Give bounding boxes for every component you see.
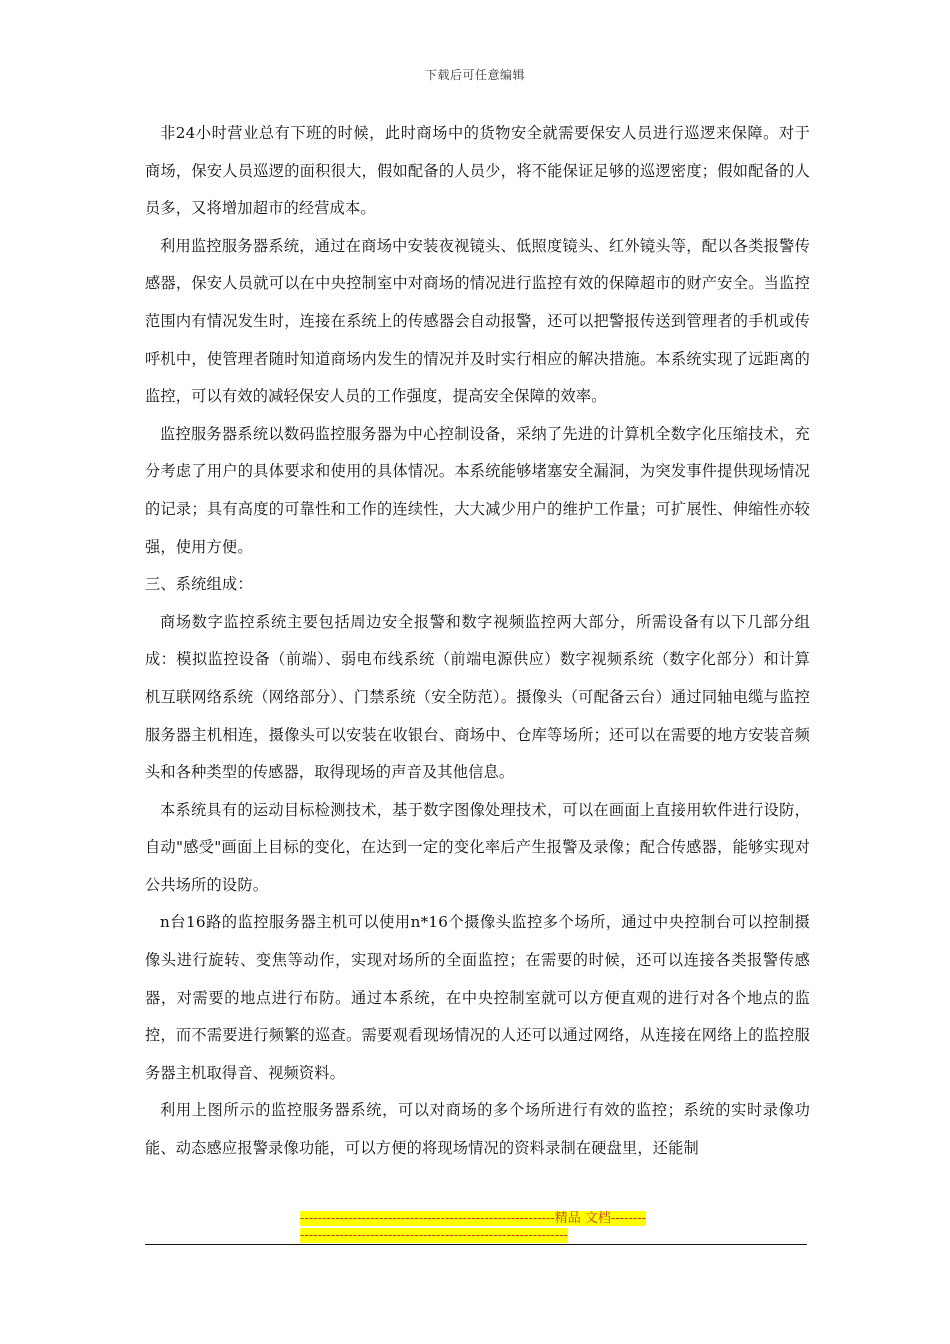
paragraph-5: 本系统具有的运动目标检测技术，基于数字图像处理技术，可以在画面上直接用软件进行设防，自动"感受"画面上目标的变化，在达到一定的变化率后产生报警及录像；配合传感器，能够实现对公共场所的设防。: [145, 800, 810, 894]
footer-stamp: [300, 1210, 650, 1244]
paragraph-7: 利用上图所示的监控服务器系统，可以对商场的多个场所进行有效的监控；系统的实时录像功能、动态感应报警录像功能，可以方便的将现场情况的资料录制在硬盘里，还能制: [145, 1101, 810, 1158]
document-body: [145, 115, 810, 1168]
paragraph-3: 监控服务器系统以数码监控服务器为中心控制设备，采纳了先进的计算机全数字化压缩技术，充分考虑了用户的具体要求和使用的具体情况。本系统能够堵塞安全漏洞，为突发事件提供现场情况的记录；具有高度的可靠性和工作的连续性，大大减少用户的维护工作量；可扩展性、伸缩性亦较强，使用方便。: [145, 424, 810, 556]
paragraph-4: 商场数字监控系统主要包括周边安全报警和数字视频监控两大部分，所需设备有以下几部分组成：模拟监控设备（前端）、弱电布线系统（前端电源供应）数字视频系统（数字化部分）和计算机互联网络系统（网络部分）、门禁系统（安全防范）。摄像头（可配备云台）通过同轴电缆与监控服务器主机相连，摄像头可以安装在收银台、商场中、仓库等场所；还可以在需要的地方安装音频头和各种类型的传感器，取得现场的声音及其他信息。: [145, 612, 810, 782]
footer-stamp-text: ----------------------------------------------------------精品 文档---------------------------------------------------------------------: [300, 1211, 647, 1243]
paragraph-6: n台16路的监控服务器主机可以使用n*16个摄像头监控多个场所，通过中央控制台可以控制摄像头进行旋转、变焦等动作，实现对场所的全面监控；在需要的时候，还可以连接各类报警传感器，对需要的地点进行布防。通过本系统，在中央控制室就可以方便直观的进行对各个地点的监控，而不需要进行频繁的巡查。需要观看现场情况的人还可以通过网络，从连接在网络上的监控服务器主机取得音、视频资料。: [145, 913, 810, 1082]
paragraph-1: 非24小时营业总有下班的时候，此时商场中的货物安全就需要保安人员进行巡逻来保障。对于商场，保安人员巡逻的面积很大，假如配备的人员少，将不能保证足够的巡逻密度；假如配备的人员多，又将增加超市的经营成本。: [145, 124, 810, 218]
footer-divider: [145, 1244, 807, 1245]
section-heading: 三、系统组成：: [145, 575, 253, 594]
paragraph-2: 利用监控服务器系统，通过在商场中安装夜视镜头、低照度镜头、红外镜头等，配以各类报警传感器，保安人员就可以在中央控制室中对商场的情况进行监控有效的保障超市的财产安全。当监控范围内有情况发生时，连接在系统上的传感器会自动报警，还可以把警报传送到管理者的手机或传呼机中，使管理者随时知道商场内发生的情况并及时实行相应的解决措施。本系统实现了远距离的监控，可以有效的减轻保安人员的工作强度，提高安全保障的效率。: [145, 236, 810, 406]
page-header: 下载后可任意编辑: [424, 68, 525, 82]
